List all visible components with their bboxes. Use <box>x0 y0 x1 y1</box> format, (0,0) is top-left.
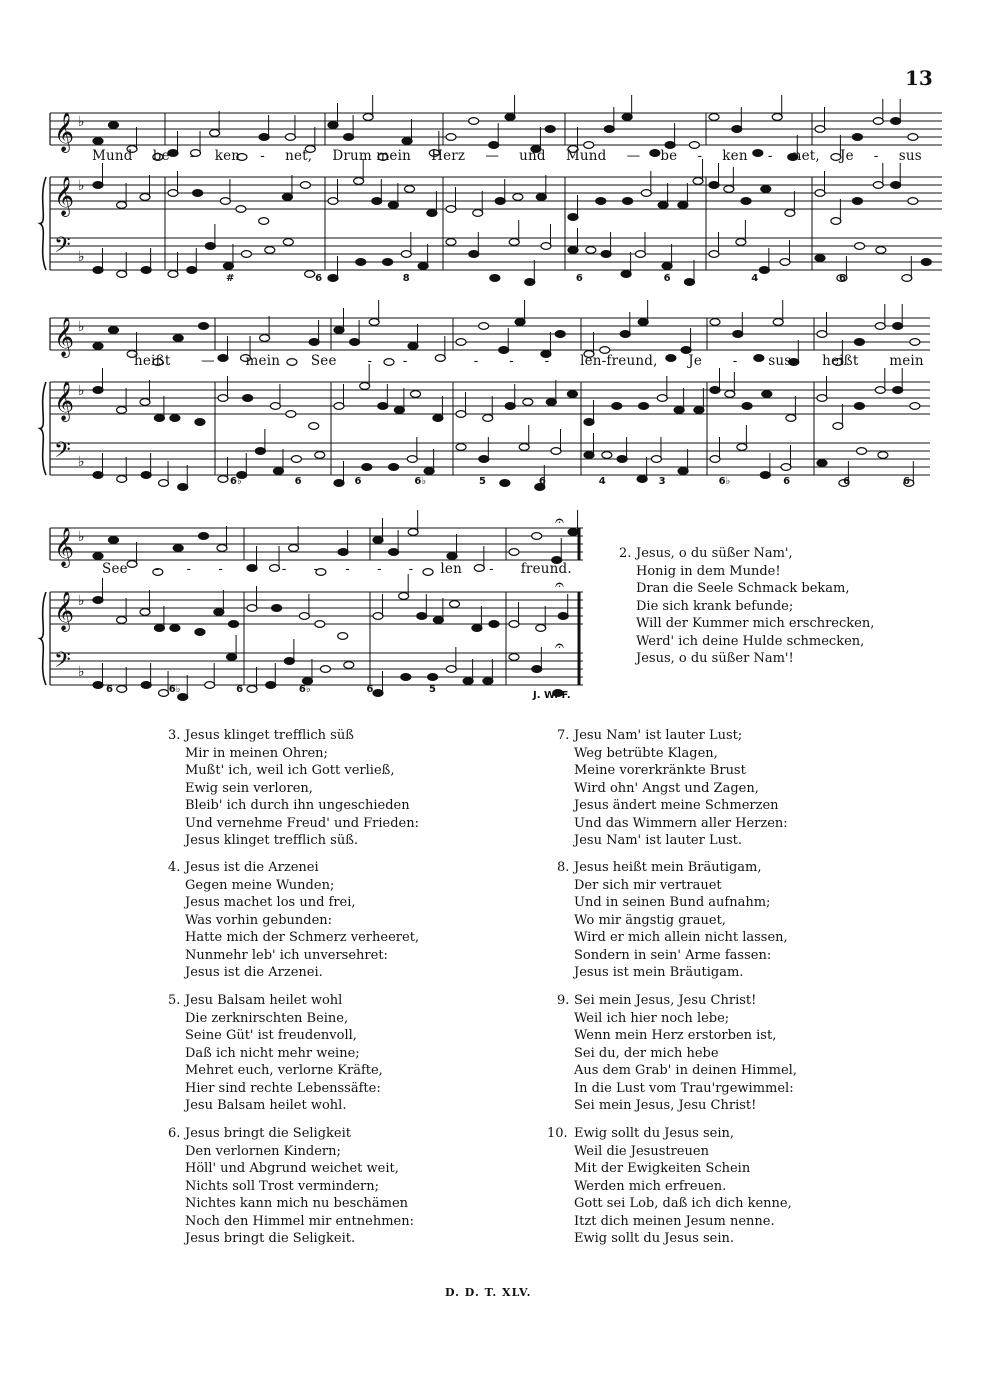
stanza-line: Jesus bringt die Seligkeit. <box>185 1231 356 1246</box>
stanza-line: Jesus, o du süßer Nam'! <box>636 651 794 666</box>
figured-bass-number: 6 <box>354 476 362 487</box>
piano-bass-notes <box>710 425 791 478</box>
figured-bass-3 <box>106 684 436 695</box>
lyric-syllable: - <box>767 148 773 164</box>
stanza-line: Mußt' ich, weil ich Gott verließ, <box>185 763 395 778</box>
treble-clef-icon: 𝄞 <box>54 112 75 152</box>
piano-treble-staff <box>50 177 942 209</box>
lyric-syllable: und <box>519 148 546 164</box>
stanza-line: Was vorhin gebunden: <box>185 912 333 928</box>
figured-bass-number: 6 <box>663 273 671 284</box>
lyric-syllable: Mund <box>565 148 607 164</box>
stanza-line: Daß ich nicht mehr weine; <box>185 1045 360 1061</box>
piano-treble-notes <box>815 163 918 224</box>
stanza-line: Ewig sein verloren, <box>185 780 313 796</box>
figured-bass-number: 6 <box>236 684 244 695</box>
fermata-icon: 𝄐 <box>555 511 564 530</box>
lyric-syllable: Drum mein <box>332 148 412 164</box>
figured-bass-number: 6♭ <box>414 476 427 487</box>
stanza-3 <box>168 727 420 850</box>
piano-bass-staff <box>50 238 942 270</box>
figured-bass-number: # <box>226 273 235 284</box>
flat-key-signature-icon: ♭ <box>78 178 85 194</box>
piano-bass-staff <box>50 653 583 685</box>
stanza-line: Gott sei Lob, daß ich dich kenne, <box>574 1196 792 1211</box>
stanza-line: Nichts soll Trost vermindern; <box>185 1178 379 1194</box>
stanza-line: Dran die Seele Schmack bekam, <box>636 581 850 596</box>
stanza-line: Jesus klinget trefflich süß <box>185 728 354 743</box>
stanza-line: Höll' und Abgrund weichet weit, <box>185 1161 399 1176</box>
figured-bass-number: 6 <box>294 476 302 487</box>
figured-bass-number: 6 <box>575 273 583 284</box>
stanza-line: Die sich krank befunde; <box>636 598 794 614</box>
stanza-line: Ewig sollt du Jesus sein. <box>574 1231 735 1246</box>
stanza-line: Mir in meinen Ohren; <box>185 745 328 761</box>
lyric-syllable: - <box>402 353 408 369</box>
lyric-syllable: be <box>152 148 170 164</box>
lyric-syllable: - <box>186 561 192 577</box>
stanza-line: Meine vorerkränkte Brust <box>574 763 746 778</box>
lyric-syllable: mein <box>245 353 281 369</box>
lyric-syllable: - <box>376 561 382 577</box>
figured-bass-number: ♭ <box>490 273 496 284</box>
piano-treble-notes <box>218 376 319 429</box>
stanza-number: 3. <box>168 728 181 743</box>
piano-bass-notes <box>709 220 790 273</box>
lyric-syllable: See <box>102 561 128 577</box>
stanza-number: 5. <box>168 993 181 1008</box>
piano-treble-staff <box>50 382 930 414</box>
piano-brace <box>40 592 46 685</box>
lyric-syllable: - <box>488 561 494 577</box>
footer-series: D. D. T. XLV. <box>445 1286 532 1299</box>
piano-treble-notes <box>446 175 546 216</box>
lyric-syllable: - <box>189 148 195 164</box>
piano-treble-notes <box>709 163 795 216</box>
figured-bass-number: 6 <box>366 684 374 695</box>
figured-bass-number: 8 <box>402 273 410 284</box>
stanza-9 <box>557 992 797 1115</box>
stanza-5 <box>168 992 383 1115</box>
piano-bass-notes <box>93 248 151 277</box>
flat-key-signature-icon: ♭ <box>78 383 85 399</box>
stanza-10 <box>547 1125 792 1248</box>
voice-notes <box>446 95 555 152</box>
stanza-number: 7. <box>557 728 570 743</box>
lyric-syllable: len-freund, <box>580 353 658 369</box>
stanza-line: Jesus ändert meine Schmerzen <box>574 798 779 813</box>
stanza-line: Mehret euch, verlorne Kräfte, <box>185 1063 383 1078</box>
fermata-icon: 𝄐 <box>555 636 564 655</box>
stanza-line: Jesus machet los und frei, <box>185 895 356 910</box>
flat-key-signature-icon: ♭ <box>78 593 85 609</box>
figured-bass-number: 5 <box>429 684 436 695</box>
treble-clef-icon: 𝄞 <box>54 317 75 357</box>
stanza-line: Jesus ist mein Bräutigam. <box>574 965 744 980</box>
lyric-syllable: - <box>313 561 319 577</box>
figured-bass-number: 6♭ <box>298 684 311 695</box>
lyric-syllable: - <box>408 561 414 577</box>
figured-bass-number: 6 <box>315 273 323 284</box>
stanza-line: Und in seinen Bund aufnahm; <box>574 895 771 910</box>
figured-bass-number: 6 <box>902 476 910 487</box>
piano-treble-staff <box>50 592 583 624</box>
flat-key-signature-icon: ♭ <box>78 454 85 470</box>
stanza-number: 9. <box>557 993 570 1008</box>
stanza-line: Noch den Himmel mir entnehmen: <box>185 1213 414 1229</box>
stanza-line: Hier sind rechte Lebenssäfte: <box>185 1080 381 1096</box>
lyric-syllable: heißt <box>822 353 859 369</box>
lyric-syllable: len <box>440 561 463 577</box>
stanza-line: Jesus ist die Arzenei <box>185 860 319 875</box>
figured-bass-number: 6 <box>843 476 851 487</box>
stanza-number: 6. <box>168 1126 181 1141</box>
composer-initials: J. W. F. <box>533 690 571 701</box>
stanza-line: Den verlornen Kindern; <box>185 1143 341 1159</box>
figured-bass-number: 6♭ <box>718 476 731 487</box>
piano-bass-notes <box>168 224 315 277</box>
lyric-syllable: sus <box>898 148 922 164</box>
stanza-line: Bleib' ich durch ihn ungeschieden <box>185 798 410 813</box>
lyric-syllable: - <box>697 148 703 164</box>
music-system-2 <box>0 305 1000 495</box>
stanza-line: Jesu Nam' ist lauter Lust. <box>574 833 743 848</box>
lyric-syllable: - <box>345 561 350 577</box>
stanza-line: Jesus ist die Arzenei. <box>185 965 323 980</box>
lyric-syllable: - <box>367 353 373 369</box>
stanza-number: 8. <box>557 860 570 875</box>
piano-bass-notes <box>218 429 325 482</box>
lyric-syllable: heißt <box>134 353 171 369</box>
lyric-syllable: - <box>250 561 255 577</box>
treble-clef-icon: 𝄞 <box>54 381 75 421</box>
stanza-line: Weil die Jesustreuen <box>574 1143 709 1159</box>
lyric-syllable: ken <box>722 148 748 164</box>
lyric-syllable: Herz <box>431 148 466 164</box>
lyrics-line-3 <box>102 561 572 577</box>
voice-notes <box>456 300 565 357</box>
stanza-line: Mit der Ewigkeiten Schein <box>574 1161 751 1176</box>
piano-treble-notes <box>93 368 205 425</box>
stanza-line: Die zerknirschten Beine, <box>185 1010 349 1026</box>
lyric-syllable: be <box>660 148 678 164</box>
stanza-line: Hatte mich der Schmerz verheeret, <box>185 930 420 945</box>
stanza-line: Wird ohn' Angst und Zagen, <box>574 780 759 796</box>
stanza-line: Honig in dem Munde! <box>636 563 781 579</box>
piano-treble-notes <box>373 574 499 631</box>
stanza-line: Seine Güt' ist freudenvoll, <box>185 1028 357 1043</box>
stanza-line: Und das Wimmern aller Herzen: <box>574 815 788 831</box>
piano-treble-notes <box>93 163 150 208</box>
stanza-4 <box>168 859 420 982</box>
piano-bass-staff <box>50 443 930 475</box>
piano-treble-notes <box>168 171 310 224</box>
lyric-syllable: - <box>218 561 224 577</box>
piano-treble-notes <box>710 368 796 421</box>
stanza-6 <box>168 1125 414 1248</box>
figured-bass-number: 4 <box>751 273 759 284</box>
lyric-syllable: Mund <box>92 148 133 164</box>
stanza-number: 2. <box>619 546 632 561</box>
flat-key-signature-icon: ♭ <box>78 249 85 265</box>
lyric-syllable: sus <box>768 353 792 369</box>
lyric-syllable: - <box>473 353 479 369</box>
stanza-line: Aus dem Grab' in deinen Himmel, <box>574 1063 797 1078</box>
music-system-1 <box>0 100 1000 290</box>
lyric-syllable: mein <box>889 353 924 369</box>
lyric-syllable: See <box>310 353 337 369</box>
piano-treble-notes <box>328 159 437 216</box>
lyric-syllable: — <box>626 148 641 164</box>
stanza-line: Nichtes kann mich nu beschämen <box>185 1196 409 1211</box>
stanza-number: 10. <box>547 1126 568 1141</box>
figured-bass-1 <box>226 273 846 284</box>
stanza-line: Wird er mich allein nicht lassen, <box>574 930 788 945</box>
stanza-line: Und vernehme Freud' und Frieden: <box>185 815 420 831</box>
lyric-syllable: - <box>544 353 550 369</box>
voice-staff <box>50 528 583 560</box>
stanza-line: In die Lust vom Trau'rgewimmel: <box>574 1080 794 1096</box>
stanza-line: Jesus, o du süßer Nam', <box>636 546 793 561</box>
flat-key-signature-icon: ♭ <box>78 114 85 130</box>
flat-key-signature-icon: ♭ <box>78 319 85 335</box>
stanza-line: Jesu Nam' ist lauter Lust; <box>574 728 743 743</box>
figured-bass-number: 6♭ <box>230 476 242 487</box>
lyric-syllable: Je <box>839 148 854 164</box>
flat-key-signature-icon: ♭ <box>78 664 85 680</box>
stanza-line: Werden mich erfreuen. <box>574 1178 727 1194</box>
flat-key-signature-icon: ♭ <box>78 529 85 545</box>
stanza-line: Der sich mir vertrauet <box>574 877 722 893</box>
bass-clef-icon: 𝄢 <box>54 233 71 263</box>
stanza-number: 4. <box>168 860 181 875</box>
stanza-line: Sondern in sein' Arme fassen: <box>574 947 772 963</box>
piano-treble-notes <box>584 376 704 425</box>
figured-bass-number: 6 <box>783 476 791 487</box>
voice-notes <box>509 510 578 563</box>
piano-treble-notes <box>334 364 443 421</box>
piano-treble-notes <box>817 368 920 429</box>
lyric-syllable: - <box>281 561 287 577</box>
stanza-line: Sei mein Jesus, Jesu Christ! <box>574 1098 757 1113</box>
figured-bass-number: 4 <box>598 476 606 487</box>
lyric-syllable: - <box>260 148 265 164</box>
stanza-line: Itzt dich meinen Jesum nenne. <box>574 1213 775 1229</box>
figured-bass-number: 6 <box>106 684 113 695</box>
stanza-line: Sei mein Jesus, Jesu Christ! <box>574 993 757 1008</box>
stanza-line: Wo mir ängstig grauet, <box>574 912 726 928</box>
stanza-line: Will der Kummer mich erschrecken, <box>636 616 875 631</box>
voice-staff <box>50 113 942 145</box>
piano-treble-notes <box>568 159 703 220</box>
stanza-line: Werd' ich deine Hulde schmecken, <box>636 633 865 649</box>
lyric-syllable: - <box>154 561 160 577</box>
lyric-syllable: ken <box>214 148 241 164</box>
treble-clef-icon: 𝄞 <box>54 176 75 216</box>
stanza-line: Wenn mein Herz erstorben ist, <box>574 1028 777 1043</box>
lyric-syllable: - <box>873 148 879 164</box>
stanza-line: Weil ich hier noch lebe; <box>574 1010 730 1026</box>
stanza-line: Jesus klinget trefflich süß. <box>185 833 359 848</box>
piano-treble-notes <box>93 578 239 635</box>
stanza-line: Weg betrübte Klagen, <box>574 745 718 761</box>
lyric-syllable: freund. <box>520 561 572 577</box>
stanza-line: Jesu Balsam heilet wohl <box>185 993 343 1008</box>
piano-treble-notes <box>247 586 348 639</box>
lyric-syllable: — <box>201 353 215 369</box>
lyric-syllable: net, <box>792 148 820 164</box>
figured-bass-number: 6♭ <box>168 684 181 695</box>
figured-bass-number: 5 <box>479 476 486 487</box>
figured-bass-number: 6 <box>538 476 546 487</box>
page-number: 13 <box>905 66 933 90</box>
lyric-syllable: - <box>732 353 738 369</box>
stanza-line: Jesu Balsam heilet wohl. <box>185 1098 347 1113</box>
figured-bass-2 <box>230 476 910 487</box>
piano-brace <box>40 177 46 270</box>
stanza-line: Sei du, der mich hebe <box>574 1045 719 1061</box>
stanza-8 <box>557 859 788 982</box>
stanza-line: Ewig sollt du Jesus sein, <box>574 1126 735 1141</box>
piano-brace <box>40 382 46 475</box>
lyric-syllable: — <box>485 148 500 164</box>
bass-clef-icon: 𝄢 <box>54 438 71 468</box>
lyric-syllable: - <box>438 353 444 369</box>
fermata-icon: 𝄐 <box>555 575 564 594</box>
figured-bass-number: 3 <box>658 476 666 487</box>
piano-treble-notes <box>456 380 577 421</box>
stanza-line: Nunmehr leb' ich unversehret: <box>185 947 388 963</box>
lyric-syllable: Je <box>688 353 703 369</box>
treble-clef-icon: 𝄞 <box>54 591 75 631</box>
lyrics-line-2 <box>134 353 924 369</box>
stanza-line: Jesus bringt die Seligkeit <box>185 1126 351 1141</box>
figured-bass-number: 6 <box>838 273 846 284</box>
stanza-2 <box>619 545 875 668</box>
lyrics-line-1 <box>92 148 922 164</box>
lyric-syllable: - <box>509 353 514 369</box>
treble-clef-icon: 𝄞 <box>54 527 75 567</box>
stanza-line: Gegen meine Wunden; <box>185 877 335 893</box>
stanza-line: Jesus heißt mein Bräutigam, <box>574 860 762 875</box>
lyric-syllable: net, <box>285 148 313 164</box>
bass-clef-icon: 𝄢 <box>54 648 71 678</box>
stanza-7 <box>557 727 788 850</box>
